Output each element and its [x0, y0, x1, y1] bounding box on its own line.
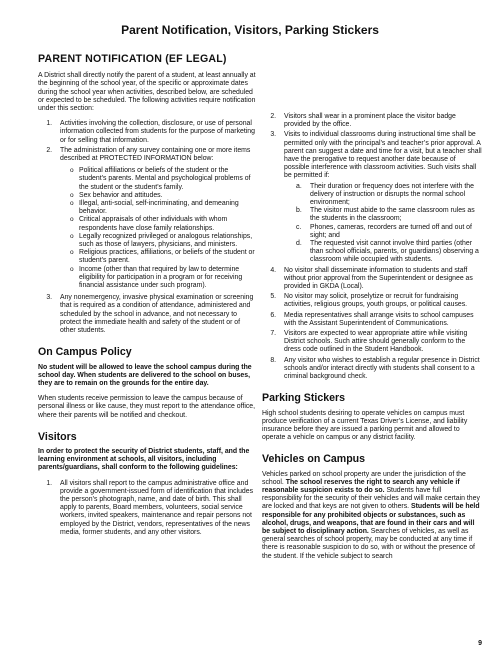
list-item [278, 131, 482, 264]
sub-list-item: o Political affiliations or beliefs of the student or the student’s parents. Mental and psychological problems of the student or the student’s family. [70, 167, 256, 192]
sub-list-item-text: The requested visit cannot involve third parties (other than school officials, parents, or guardians) observing a classroom while occupied with students. [310, 240, 479, 264]
parking-heading: Parking Stickers [262, 392, 346, 405]
list-item-text: Any nonemergency, invasive physical examination or screening that is required as a condition of attendance, administered and scheduled by the school in advance, and not necessary to protect the immediate health and safety of the student or of other students. [60, 294, 254, 335]
vehicles-text-1: Vehicles parked on school property are under the jurisdiction of the school. [262, 470, 466, 486]
sub-list-item-text: The visitor must abide to the same classroom rules as the students in the classroom; [310, 207, 475, 223]
visitors-intro: In order to protect the security of District students, staff, and the learning environment at schools, all visitors, including parents/guardians, shall conform to the following guidelines: [38, 447, 250, 472]
sub-list-item: o Critical appraisals of other individuals with whom respondents have close family relationships. [70, 216, 256, 232]
sub-list-item: o Income (other than that required by law to determine eligibility for participation in a program or for receiving financial assistance under such program). [70, 266, 256, 291]
list-item [54, 294, 256, 335]
vehicles-text [262, 471, 482, 561]
on-campus-text: When students receive permission to leave the campus because of personal illness or like cause, they must report to the attendance office, where their parents will be notified and checkout. [38, 395, 256, 419]
page-number: 9 [478, 640, 482, 647]
sub-list-item [296, 240, 482, 265]
letter-label: a. [296, 182, 302, 190]
list-item-text: All visitors shall report to the campus administrative office and provide a government-issued form of identification that includes the person’s photograph, name, and date of birth. This shall apply to parents, Board members, volunteers, social service workers, invited speakers, maintenance and repair persons not employed by the District, vendors, representatives of the news media, former students, and any other visitors. [60, 479, 254, 536]
vehicles-text-3: Students have full responsibility for the security of their vehicles and will make certain they are locked and that keys are not given to others. [262, 486, 480, 511]
sub-list-item: o Illegal, anti-social, self-incriminating, and demeaning behavior. [70, 200, 256, 216]
list-item-text: The administration of any survey containing one or more items described at PROTECTED INFORMATION below: [60, 146, 251, 163]
sub-list-item [296, 224, 482, 240]
list-item-text: Media representatives shall arrange visits to school campuses with the Assistant Superintendent of Communications. [284, 311, 474, 327]
list-item [278, 330, 482, 355]
sub-list-item: o Sex behavior and attitudes. [70, 192, 256, 200]
visit-conditions-list [284, 183, 482, 265]
list-item [54, 120, 256, 145]
parking-text: High school students desiring to operate vehicles on campus must produce verification of a current Texas Driver’s License, and liability insurance before they are issued a parking permit and allowed to operate a vehicle on campus or any district facility. [262, 409, 468, 442]
list-item-text: Activities involving the collection, disclosure, or use of personal information collected from students for the purpose of marketing or for selling that information. [60, 120, 255, 144]
sub-list-item-text: Phones, cameras, recorders are turned off and out of sight; and [310, 223, 472, 239]
letter-label: d. [296, 240, 302, 248]
sub-list-item: o Legally recognized privileged or analogous relationships, such as those of lawyers, physicians, and ministers. [70, 233, 256, 249]
sub-list-item-text: Their duration or frequency does not interfere with the delivery of instruction or disrupts the normal school environment; [310, 182, 474, 207]
list-item-text: Any visitor who wishes to establish a regular presence in District schools and/or interact directly with students shall consent to a criminal background check. [284, 356, 480, 381]
letter-label: b. [296, 207, 302, 215]
right-column [262, 39, 482, 568]
list-item-text: Visits to individual classrooms during instructional time shall be permitted only with the principal’s and teacher’s prior approval. A parent can suggest a date and time for a visit, but a teacher shall have the prerogative to request another date because of possible interference with classroom activities. Such visits shall be permitted if: [284, 131, 482, 180]
list-item [278, 312, 482, 328]
list-item [54, 147, 256, 290]
sub-list-item [296, 207, 482, 223]
list-item-text: Visitors shall wear in a prominent place the visitor badge provided by the office. [284, 113, 456, 129]
visitors-heading: Visitors [38, 430, 77, 443]
visitors-list-continued [262, 113, 482, 381]
list-item-text: No visitor may solicit, proselytize or recruit for fundraising activities, religious groups, youth groups, or political causes. [284, 293, 468, 309]
vehicles-text-5: Searches of vehicles, as well as general searches of school property, may be conducted at any time if there is reasonable suspicion to do so, with or without the presence of the student. If the vehicle subject to search [262, 527, 475, 560]
protected-information-list [60, 167, 256, 290]
vehicles-text-4: Students will be held responsible for any prohibited objects or substances, such as alcohol, drugs, and weapons, that are found in their cars and will be subject to disciplinary action. [262, 503, 480, 535]
list-item [278, 113, 482, 129]
parent-notification-list [38, 120, 256, 335]
page-title: Parent Notification, Visitors, Parking Stickers [121, 23, 379, 37]
list-item [54, 480, 256, 537]
list-item-text: No visitor shall disseminate information to students and staff without prior approval from the Superintendent or designee as provided in GKDA (Local). [284, 266, 473, 291]
letter-label: c. [296, 223, 302, 231]
sub-list-item [296, 183, 482, 208]
list-item [278, 357, 482, 382]
visitors-list-start [38, 480, 256, 537]
left-column [38, 55, 256, 543]
list-item [278, 293, 482, 309]
parent-notification-intro: A District shall directly notify the parent of a student, at least annually at the beginning of the school year, of the specific or approximate dates during the school year when activities, described below, are scheduled or expected to be scheduled. The following activities require notification under this section: [38, 72, 256, 113]
list-item [278, 267, 482, 292]
sub-list-item: o Religious practices, affiliations, or beliefs of the student or student’s parent. [70, 249, 256, 265]
on-campus-bold-text: No student will be allowed to leave the school campus during the school day. When students are delivered to the school on buses, they are to remain on the grounds for the entire day. [38, 363, 252, 387]
vehicles-text-2: The school reserves the right to search any vehicle if reasonable suspicion exists to do so. [262, 478, 460, 494]
list-item-text: Visitors are expected to wear appropriate attire while visiting District schools. Such attire should generally conform to the dress code outlined in the Student Handbook. [284, 330, 468, 354]
parent-notification-heading: PARENT NOTIFICATION (EF LEGAL) [38, 53, 227, 65]
vehicles-heading: Vehicles on Campus [262, 453, 366, 466]
on-campus-heading: On Campus Policy [38, 346, 132, 359]
